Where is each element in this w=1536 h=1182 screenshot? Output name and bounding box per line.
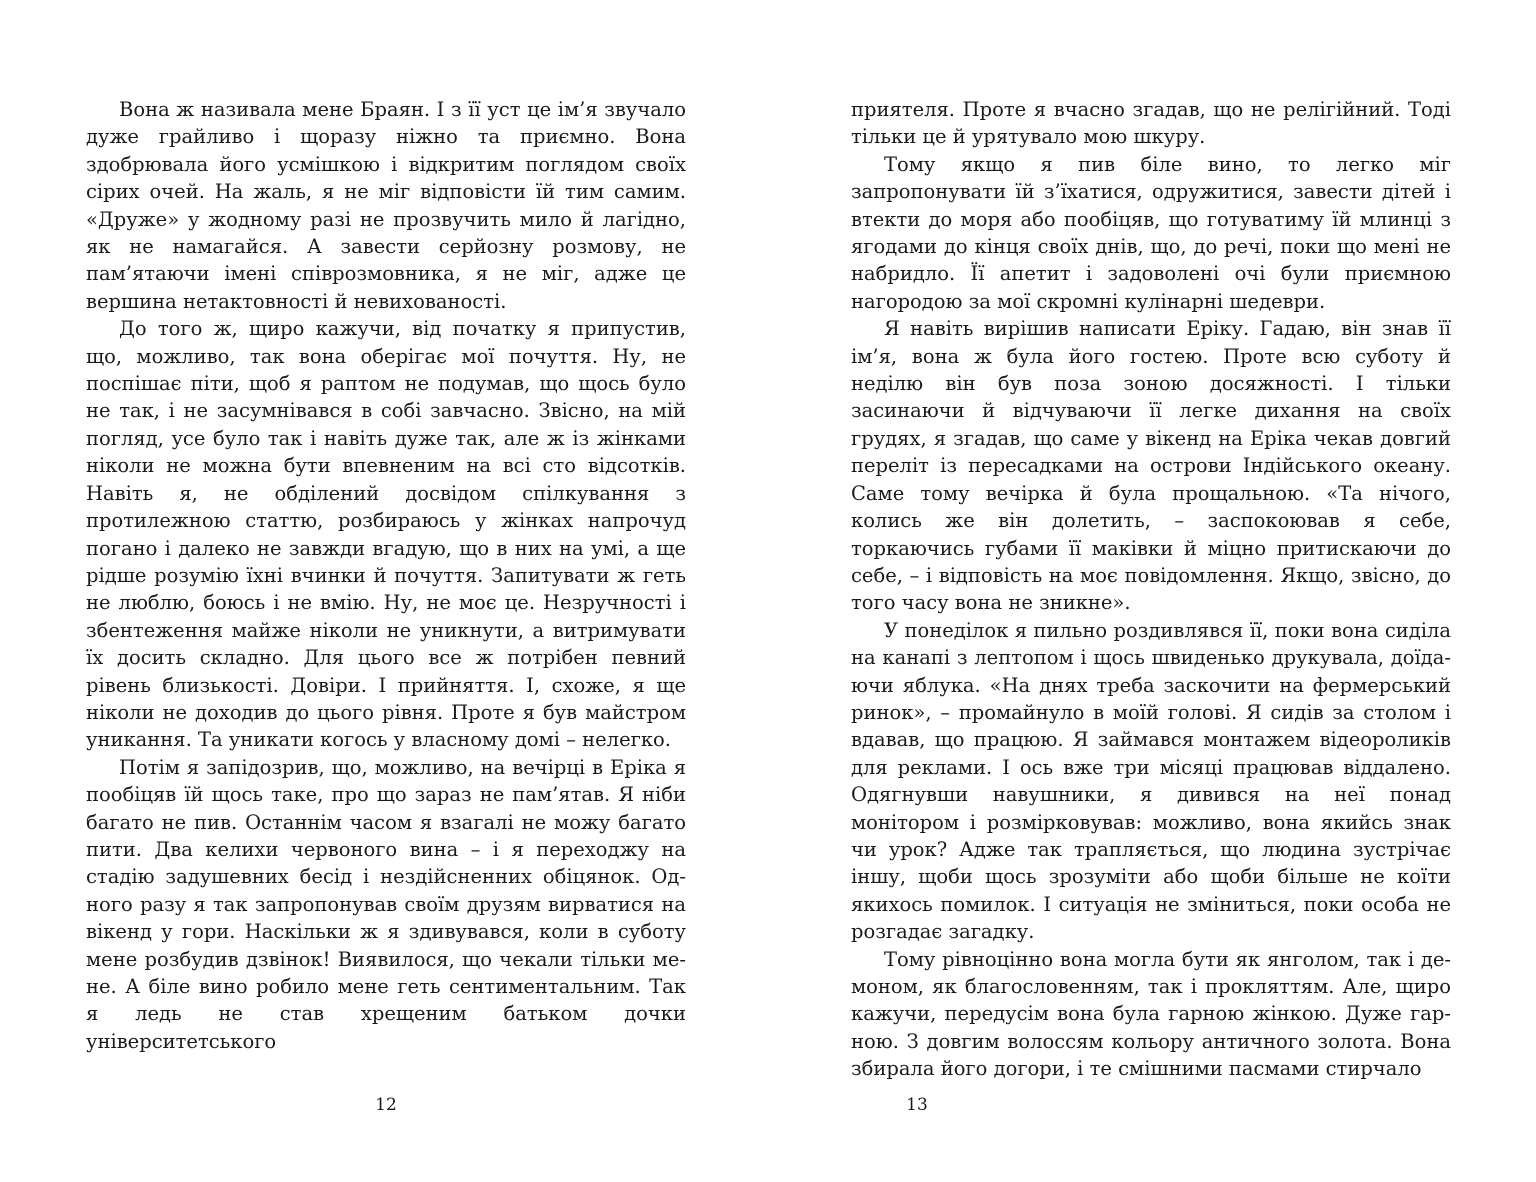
paragraph: До того ж, щиро кажучи, від початку я припустив, що, можливо, так вона оберігає мої почуття. Ну, не поспішає піти, щоб я раптом не подумав, що щось було не так, і не засумнівався в собі завчасно. Звісно, на мій погляд, усе було так і навіть дуже так, але ж із жінками ніколи не можна бути впевненим на всі сто відсотків. Навіть я, не обділений досвідом спілкування з протилежною статтю, розбираюсь у жінках напрочуд погано і далеко не завжди вгадую, що в них на умі, а ще рідше розумію їхні вчинки й почуття. Запитувати ж геть не люблю, боюсь і не вмію. Ну, не моє це. Незручності і збентеження майже ніколи не уникнути, а витримувати їх досить складно. Для цього все ж потрібен певний рівень близькості. Довіри. І прийняття. І, схоже, я ще ніколи не доходив до цього рівня. Проте я був майстром уникання. Та уникати когось у власному домі – нелегко. — [86, 317, 686, 752]
page-number-right: 13 — [906, 1095, 928, 1115]
page-right — [768, 0, 1536, 1182]
paragraph: У понеділок я пильно роздивлявся її, поки вона сиділа на канапі з лептопом і щось швиденько друкувала, доїдаючи яблука. «На днях треба заскочити на фермерський ринок», – промайнуло в моїй голові. Я сидів за столом і вдавав, що працюю. Я займався монтажем відеороликів для реклами. І ось вже три місяці працював віддалено. Одягнувши навушники, я дивився на неї понад монітором і розмірковував: можливо, вона якийсь знак чи урок? Адже так трапляється, що людина зустрічає іншу, щоби щось зрозуміти або щоби більше не коїти якихось помилок. І ситуація не зміниться, поки особа не розгадає загадку. — [851, 618, 1451, 944]
paragraph: Тому якщо я пив біле вино, то легко міг запропонувати їй з’їхатися, одружитися, завести дітей і втекти до моря або пообіцяв, що готуватиму їй млинці з ягодами до кінця своїх днів, що, до речі, поки що мені не набридло. Її апетит і задоволені очі були приємною нагородою за мої скромні кулінарні шедеври. — [851, 152, 1451, 313]
paragraph: Вона ж називала мене Браян. І з її уст це ім’я звучало дуже грайливо і щоразу ніжно та приємно. Вона здобрювала його усмішкою і відкритим поглядом своїх сірих очей. На жаль, я не міг відповісти їй тим самим. «Друже» у жодному разі не прозвучить мило й лагідно, як не намагайся. А завести серйозну розмову, не пам’ятаючи імені співрозмовника, я не міг, адже це вершина нетактовності й невихованості. — [86, 98, 686, 313]
paragraph: Потім я запідозрив, що, можливо, на вечірці в Еріка я пообіцяв їй щось таке, про що зараз не пам’ятав. Я ніби багато не пив. Останнім часом я взагалі не можу багато пити. Два келихи червоного вина – і я переходжу на стадію задушевних бесід і нездійсненних обіцянок. Одного разу я так запропонував своїм друзям вирватися на вікенд у гори. Наскільки ж я здивувався, коли в суботу мене розбудив дзвінок! Виявилося, що чекали тільки мене. А біле вино робило мене геть сентиментальним. Так я ледь не став хрещеним батьком дочки університетського — [86, 755, 686, 1053]
paragraph: Я навіть вирішив написати Еріку. Гадаю, він знав її ім’я, вона ж була його гостею. Проте всю суботу й неділю він був поза зоною досяжності. І тільки засинаючи й відчуваючи її легке дихання на своїх грудях, я згадав, що саме у вікенд на Еріка чекав довгий переліт із пересадками на острови Індійського океану. Саме тому вечірка й була прощальною. «Та нічого, колись же він долетить, – заспокоював я себе, торкаючись губами її маківки й міцно притискаючи до себе, – і відповість на моє повідомлення. Якщо, звісно, до того часу вона не зникне». — [851, 317, 1451, 615]
right-page-text — [851, 96, 1451, 1083]
paragraph: Тому рівноцінно вона могла бути як янголом, так і демоном, як благословенням, так і прокляттям. Але, щиро кажучи, передусім вона була гарною жінкою. Дуже гарною. З довгим волоссям кольору античного золота. Вона збирала його догори, і те смішними пасмами стирчало — [851, 947, 1451, 1081]
left-page-text — [86, 96, 686, 1055]
paragraph-continued: приятеля. Проте я вчасно згадав, що не релігійний. Тоді тільки це й урятувало мою шкуру. — [851, 98, 1451, 149]
page-number-left: 12 — [375, 1095, 397, 1115]
